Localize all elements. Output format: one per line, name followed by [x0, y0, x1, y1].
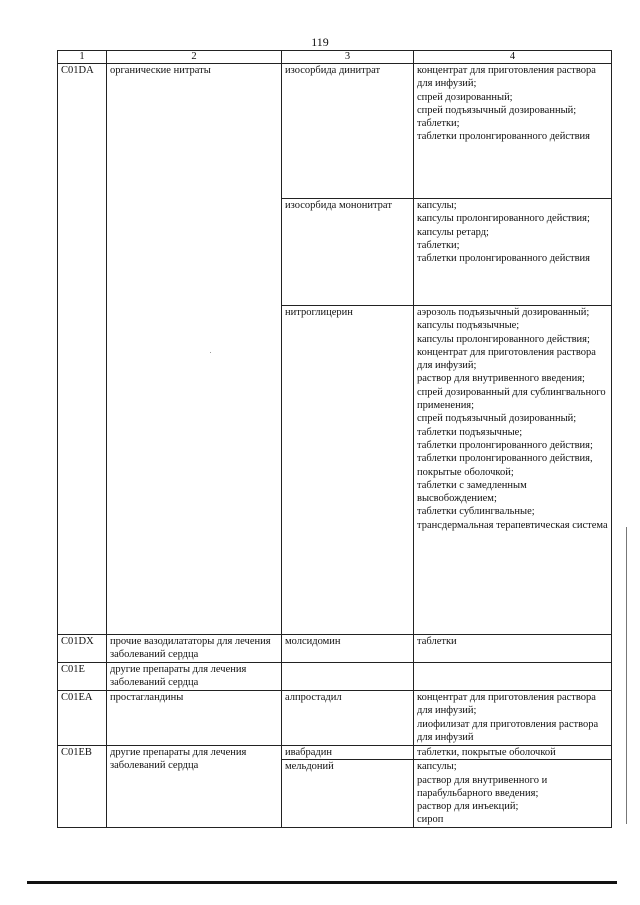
page-number: 119: [311, 35, 329, 49]
dosage-forms: концентрат для приготовления раствора для инфузий; лиофилизат для приготовления раствора для инфузий: [414, 691, 612, 746]
header-col-1: 1: [58, 51, 107, 64]
table-row: [58, 663, 612, 691]
group-name: простагландины: [107, 691, 282, 746]
drug-name: ивабрадин: [282, 746, 414, 760]
header-col-4: 4: [414, 51, 612, 64]
dosage-forms: аэрозоль подъязычный дозированный; капсулы подъязычные; капсулы пролонгированного действия; концентрат для приготовления раствора для инфузий; раствор для внутривенного введения; спрей дозированный для сублингвального применения; спрей подъязычный дозированный; таблетки подъязычные; таблетки пролонгированного действия; таблетки пролонгированного действия, покрытые оболочкой; таблетки с замедленным высвобождением; таблетки сублингвальные; трансдермальная терапевтическая система: [414, 306, 612, 635]
table-row: [58, 64, 612, 199]
dosage-forms: концентрат для приготовления раствора для инфузий; спрей дозированный; спрей подъязычный дозированный; таблетки; таблетки пролонгированного действия: [414, 64, 612, 199]
atc-code: C01DX: [58, 635, 107, 663]
table-row: [58, 635, 612, 663]
group-name: прочие вазодилататоры для лечения заболеваний сердца: [107, 635, 282, 663]
atc-code: C01EB: [58, 746, 107, 828]
header-col-2: 2: [107, 51, 282, 64]
drug-name: мельдоний: [282, 760, 414, 828]
table-row: [58, 746, 612, 760]
scan-edge-line: [626, 527, 627, 824]
scan-artifact: [210, 352, 211, 353]
group-name: органические нитраты: [107, 64, 282, 635]
group-name: другие препараты для лечения заболеваний сердца: [107, 663, 282, 691]
bottom-rule: [27, 881, 617, 884]
dosage-forms: капсулы; раствор для внутривенного и парабульбарного введения; раствор для инъекций; сироп: [414, 760, 612, 828]
drug-name: нитроглицерин: [282, 306, 414, 635]
header-row: [58, 51, 612, 64]
dosage-forms: капсулы; капсулы пролонгированного действия; капсулы ретард; таблетки; таблетки пролонгированного действия: [414, 199, 612, 306]
dosage-forms: [414, 663, 612, 691]
drug-name: изосорбида мононитрат: [282, 199, 414, 306]
header-col-3: 3: [282, 51, 414, 64]
drug-name: [282, 663, 414, 691]
atc-code: C01E: [58, 663, 107, 691]
drug-table: [57, 50, 612, 828]
drug-name: молсидомин: [282, 635, 414, 663]
dosage-forms: таблетки, покрытые оболочкой: [414, 746, 612, 760]
table-row: [58, 691, 612, 746]
drug-name: алпростадил: [282, 691, 414, 746]
dosage-forms: таблетки: [414, 635, 612, 663]
drug-name: изосорбида динитрат: [282, 64, 414, 199]
atc-code: C01DA: [58, 64, 107, 635]
group-name: другие препараты для лечения заболеваний сердца: [107, 746, 282, 828]
atc-code: C01EA: [58, 691, 107, 746]
